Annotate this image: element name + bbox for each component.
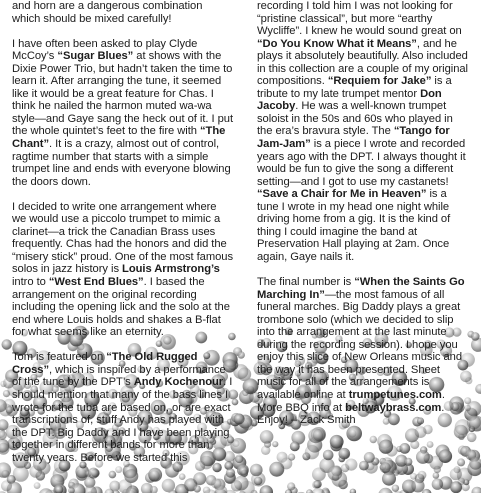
paragraph <box>257 276 471 427</box>
text-run: . I should mention that many of the bass lines I wrote for the tuba are based on, or are exact transcriptions of, stuff Andy has played with the DPT. Big Daddy and I have been playing together in different bands for more than twenty years. Before we started this <box>12 376 233 464</box>
text-run: I decided to write one arrangement where we would use a piccolo trumpet to mimic a clarinet—a trick the Canadian Brass uses frequently. Chas had the honors and did the “misery stick” proud. One of the most famous solos in jazz history is <box>12 200 234 276</box>
text-run: Tom is featured on <box>12 351 107 364</box>
bold-title-run: beltwaybrass.com <box>345 401 442 414</box>
bold-title-run: “West End Blues” <box>48 276 144 289</box>
text-run: The final number is <box>257 276 355 289</box>
bold-title-run: Andy Kochenour <box>133 376 224 389</box>
bold-title-run: “Do You Know What it Means” <box>257 37 417 50</box>
text-run: and horn are a dangerous combination which should be mixed carefully! <box>12 0 203 25</box>
paragraph <box>12 38 233 189</box>
bold-title-run: “Tango for Jam-Jam” <box>257 125 450 151</box>
paragraph <box>257 0 471 263</box>
text-run: , which is inspired by a performance of the tune by the DPT’s <box>12 363 226 389</box>
bold-title-run: “The Chant” <box>12 125 226 151</box>
bold-title-run: “Sugar Blues” <box>57 50 134 63</box>
text-run: intro to <box>12 276 49 289</box>
bold-title-run: Don Jacoby <box>257 87 442 113</box>
text-run: is a tribute to my late trumpet mentor <box>257 75 452 100</box>
text-run: . Enjoy! – Zack Smith <box>257 401 445 427</box>
right-text-column <box>257 0 471 439</box>
text-run: —the most famous of all funeral marches. Big Daddy plays a great trombone solo (which we decided to slip into the arrangement at the last minute during the recording session). I hope you enjoy this slice of New Orleans music and the way it has been presented. Sheet music for all of the arrangements is available online at <box>257 288 463 401</box>
bold-title-run: trumpetunes.com <box>348 388 442 401</box>
text-run: , and he plays it absolutely beautifully. Also included in this collection are a couple of my original compositions. <box>257 37 468 88</box>
text-run: . He was a well-known trumpet soloist in the 50s and 60s who played in the era’s bravura style. The <box>257 100 453 138</box>
bold-title-run: “When the Saints Go Marching In” <box>257 276 465 301</box>
text-run: . I based the arrangement on the original recording including the opening lick and the solo at the end where Louis holds and shakes a B-flat for what seems like an eternity. <box>12 276 230 339</box>
paragraph <box>12 0 233 25</box>
bold-title-run: “The Old Rugged Cross” <box>12 351 198 376</box>
text-run: I have often been asked to play Clyde McCoy’s <box>12 37 198 63</box>
bold-title-run: Louis Armstrong’s <box>122 263 220 276</box>
text-run: . More BBQ info at <box>257 388 445 414</box>
bold-title-run: “Save a Chair for Me in Heaven” <box>257 188 427 201</box>
text-run: recording I told him I was not looking for “pristine classical”, but more “earthy Wycliffe”. I knew he would sound great on <box>257 0 462 38</box>
paragraph <box>12 201 233 339</box>
text-run: is a tune I wrote in my head one night while driving home from a gig. It is the kind of thing I could imagine the band at Preservation Hall playing at 2am. Once again, Gaye nails it. <box>257 188 451 263</box>
bold-title-run: “Requiem for Jake” <box>327 75 432 88</box>
text-run: . It is a crazy, almost out of control, ragtime number that starts with a simple trumpet line and ends with everyone blowing the doors down. <box>12 138 231 188</box>
text-run: at shows with the Dixie Power Trio, but hadn’t taken the time to learn it. After arranging the tune, it seemed like it would be a great feature for Chas. I think he nailed the harmon muted wa-wa style—and Gaye sang the heck out of it. I put the whole quintet’s feet to the fire with <box>12 50 234 138</box>
left-text-column <box>12 0 233 477</box>
text-run: is a piece I wrote and recorded years ago with the DPT. I always thought it would be fun to give the song a different setting—and I got to use my castanets! <box>257 138 466 188</box>
paragraph <box>12 351 233 464</box>
